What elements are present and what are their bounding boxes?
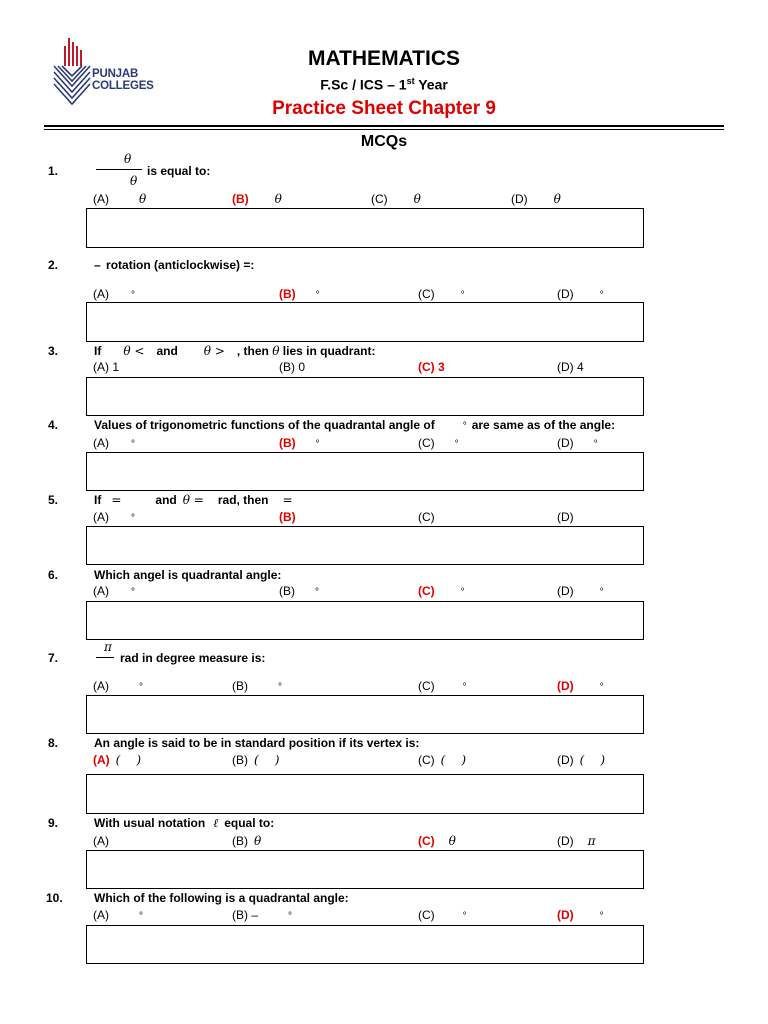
option-b[interactable]: (B) °: [279, 436, 320, 450]
option-c[interactable]: (C): [418, 510, 435, 524]
question-number: 6.: [48, 568, 59, 582]
option-d[interactable]: (D) π: [557, 834, 596, 848]
question-number: 8.: [48, 736, 59, 750]
option-c[interactable]: (C) ( ): [418, 753, 467, 767]
option-a[interactable]: (A) °: [93, 584, 135, 598]
option-c[interactable]: (C) °: [418, 584, 465, 598]
question-number: 9.: [48, 816, 59, 830]
option-b[interactable]: (B) θ: [232, 834, 262, 848]
option-c[interactable]: (C) °: [418, 287, 465, 301]
option-a[interactable]: (A) °: [93, 436, 135, 450]
question-text: – rotation (anticlockwise) =:: [94, 258, 255, 272]
option-c[interactable]: (C) °: [418, 908, 467, 922]
question-text: An angle is said to be in standard position if its vertex is:: [94, 736, 420, 750]
option-d[interactable]: (D) °: [557, 908, 604, 922]
question-text: Which angel is quadrantal angle:: [94, 568, 282, 582]
option-a[interactable]: (A) °: [93, 679, 143, 693]
option-b[interactable]: (B) θ: [232, 192, 282, 206]
question-number: 2.: [48, 258, 59, 272]
option-b[interactable]: (B) – °: [232, 908, 293, 922]
option-a[interactable]: (A) 1: [93, 360, 120, 374]
answer-box[interactable]: [86, 601, 644, 640]
question-text: Values of trigonometric functions of the quadrantal angle of ° are same as of the angle:: [94, 418, 616, 432]
option-c[interactable]: (C) °: [418, 679, 467, 693]
question-text: is equal to:: [147, 164, 211, 178]
fraction-bar: [96, 169, 142, 170]
option-d[interactable]: (D) °: [557, 436, 598, 450]
option-d[interactable]: (D): [557, 510, 574, 524]
question-text: Which of the following is a quadrantal angle:: [94, 891, 349, 905]
option-d[interactable]: (D) θ: [511, 192, 561, 206]
option-c[interactable]: (C) 3: [418, 360, 445, 374]
option-a[interactable]: (A) °: [93, 510, 135, 524]
section-heading: MCQs: [360, 133, 408, 150]
question-number: 3.: [48, 344, 59, 358]
option-c[interactable]: (C) θ: [418, 834, 456, 848]
question-number: 1.: [48, 164, 59, 178]
question-number: 5.: [48, 493, 59, 507]
question-text: rad in degree measure is:: [120, 651, 266, 665]
answer-box[interactable]: [86, 695, 644, 734]
question-text: With usual notation ℓ equal to:: [94, 816, 275, 830]
header-rule-thick: [44, 125, 724, 127]
option-d[interactable]: (D) ( ): [557, 753, 606, 767]
fraction-bar: [96, 657, 114, 658]
header-rule-thin: [44, 129, 724, 130]
option-b[interactable]: (B) °: [232, 679, 282, 693]
question-number: 4.: [48, 418, 59, 432]
question-text: If θ < and θ > , then θ lies in quadrant:: [94, 344, 376, 358]
fraction-numerator: θ: [124, 152, 132, 166]
option-a[interactable]: (A) °: [93, 908, 143, 922]
answer-box[interactable]: [86, 208, 644, 248]
option-c[interactable]: (C) θ: [371, 192, 421, 206]
answer-box[interactable]: [86, 925, 644, 964]
option-a[interactable]: (A) °: [93, 287, 135, 301]
sheet-title: Practice Sheet Chapter 9: [272, 98, 496, 119]
answer-box[interactable]: [86, 526, 644, 565]
class-title: F.Sc / ICS – 1st Year: [320, 76, 448, 93]
logo-line-2: COLLEGES: [92, 80, 154, 92]
question-text: If = and θ = rad, then =: [94, 493, 293, 507]
option-d[interactable]: (D) 4: [557, 360, 584, 374]
answer-box[interactable]: [86, 774, 644, 814]
question-number: 10.: [46, 891, 63, 905]
option-b[interactable]: (B) °: [279, 584, 319, 598]
option-c[interactable]: (C) °: [418, 436, 459, 450]
logo-line-1: PUNJAB: [92, 68, 139, 80]
answer-box[interactable]: [86, 302, 644, 342]
answer-box[interactable]: [86, 377, 644, 416]
option-b[interactable]: (B) °: [279, 287, 320, 301]
option-b[interactable]: (B): [279, 510, 296, 524]
option-a[interactable]: (A) ( ): [93, 753, 142, 767]
option-a[interactable]: (A) θ: [93, 192, 147, 206]
option-b[interactable]: (B) ( ): [232, 753, 280, 767]
fraction-numerator: π: [104, 640, 112, 654]
answer-box[interactable]: [86, 850, 644, 889]
option-d[interactable]: (D) °: [557, 287, 604, 301]
option-a[interactable]: (A): [93, 834, 109, 848]
option-b[interactable]: (B) 0: [279, 360, 306, 374]
question-number: 7.: [48, 651, 59, 665]
answer-box[interactable]: [86, 452, 644, 491]
fraction-denominator: θ: [130, 174, 138, 188]
subject-title: MATHEMATICS: [307, 47, 461, 70]
option-d[interactable]: (D) °: [557, 584, 604, 598]
option-d[interactable]: (D) °: [557, 679, 604, 693]
